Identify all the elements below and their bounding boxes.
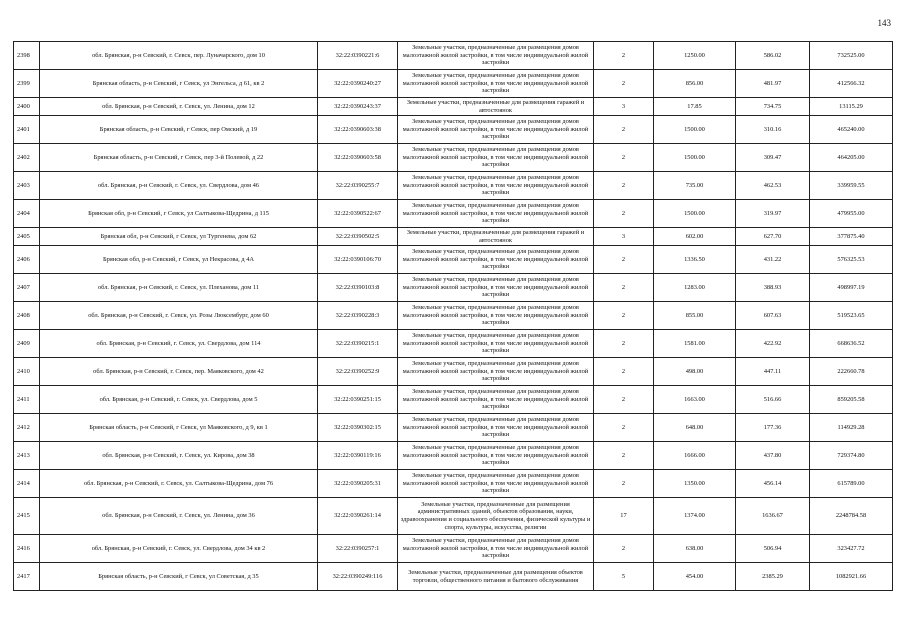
cadastral-number-cell: 32:22:0390106:70 <box>318 246 398 274</box>
cadastral-number-cell: 32:22:0390249:116 <box>318 563 398 591</box>
cadastral-number-cell: 32:22:0390522:67 <box>318 200 398 228</box>
cadastral-value-cell: 339959.55 <box>810 172 893 200</box>
cadastral-value-cell: 479955.00 <box>810 200 893 228</box>
permitted-use-cell: Земельные участки, предназначенные для размещения домов малоэтажной жилой застройки, в том числе индивидуальной жилой застройки <box>398 42 594 70</box>
cadastral-number-cell: 32:22:0390603:38 <box>318 116 398 144</box>
permitted-use-cell: Земельные участки, предназначенные для размещения домов малоэтажной жилой застройки, в том числе индивидуальной жилой застройки <box>398 330 594 358</box>
permitted-use-cell: Земельные участки, предназначенные для размещения домов малоэтажной жилой застройки, в том числе индивидуальной жилой застройки <box>398 274 594 302</box>
use-group-cell: 3 <box>594 98 654 116</box>
area-cell: 856.00 <box>654 70 736 98</box>
cadastral-number-cell: 32:22:0390257:1 <box>318 535 398 563</box>
use-group-cell: 17 <box>594 498 654 535</box>
area-cell: 735.00 <box>654 172 736 200</box>
use-group-cell: 2 <box>594 330 654 358</box>
row-number: 2406 <box>14 246 40 274</box>
area-cell: 1500.00 <box>654 200 736 228</box>
row-number: 2415 <box>14 498 40 535</box>
address-cell: Брянская область, р-н Севский, г Севск, пер Омский, д 19 <box>40 116 318 144</box>
table-row <box>14 98 893 116</box>
permitted-use-cell: Земельные участки, предназначенные для размещения административных зданий, объектов образования, науки, здравоохранения и социального обеспечения, физической культуры и спорта, культуры, искусства, религии <box>398 498 594 535</box>
row-number: 2411 <box>14 386 40 414</box>
cadastral-value-cell: 519523.65 <box>810 302 893 330</box>
row-number: 2417 <box>14 563 40 591</box>
table-row <box>14 442 893 470</box>
table-row <box>14 70 893 98</box>
table-row <box>14 246 893 274</box>
address-cell: обл. Брянская, р-н Севский, г. Севск, ул. Свердлова, дом 5 <box>40 386 318 414</box>
cadastral-value-cell: 114929.28 <box>810 414 893 442</box>
unit-value-cell: 462.53 <box>736 172 810 200</box>
table-row <box>14 470 893 498</box>
address-cell: Брянская область, р-н Севский, г Севск, ул Маяковского, д 9, кв 1 <box>40 414 318 442</box>
cadastral-number-cell: 32:22:0390502:5 <box>318 228 398 246</box>
table-row <box>14 330 893 358</box>
cadastral-value-cell: 377875.40 <box>810 228 893 246</box>
cadastral-number-cell: 32:22:0390261:14 <box>318 498 398 535</box>
permitted-use-cell: Земельные участки, предназначенные для размещения домов малоэтажной жилой застройки, в том числе индивидуальной жилой застройки <box>398 414 594 442</box>
cadastral-value-cell: 2248784.58 <box>810 498 893 535</box>
cadastral-value-cell: 615789.00 <box>810 470 893 498</box>
permitted-use-cell: Земельные участки, предназначенные для размещения домов малоэтажной жилой застройки, в том числе индивидуальной жилой застройки <box>398 172 594 200</box>
row-number: 2400 <box>14 98 40 116</box>
cadastral-value-cell: 859205.58 <box>810 386 893 414</box>
cadastral-number-cell: 32:22:0390221:6 <box>318 42 398 70</box>
cadastral-value-cell: 412566.32 <box>810 70 893 98</box>
address-cell: обл. Брянская, р-н Севский, г. Севск, ул. Розы Люксембург, дом 60 <box>40 302 318 330</box>
use-group-cell: 5 <box>594 563 654 591</box>
address-cell: обл. Брянская, р-н Севский, г. Севск, ул. Салтыкова-Щедрина, дом 76 <box>40 470 318 498</box>
unit-value-cell: 447.11 <box>736 358 810 386</box>
table-row <box>14 498 893 535</box>
cadastral-value-cell: 729374.80 <box>810 442 893 470</box>
area-cell: 1283.00 <box>654 274 736 302</box>
use-group-cell: 2 <box>594 274 654 302</box>
cadastral-number-cell: 32:22:0390603:58 <box>318 144 398 172</box>
table-row <box>14 414 893 442</box>
address-cell: обл. Брянская, р-н Севский, г. Севск, ул. Кирова, дом 38 <box>40 442 318 470</box>
row-number: 2401 <box>14 116 40 144</box>
unit-value-cell: 734.75 <box>736 98 810 116</box>
unit-value-cell: 431.22 <box>736 246 810 274</box>
cadastral-number-cell: 32:22:0390240:27 <box>318 70 398 98</box>
cadastral-number-cell: 32:22:0390215:1 <box>318 330 398 358</box>
row-number: 2402 <box>14 144 40 172</box>
address-cell: Брянская область, р-н Севский, г Севск, пер 3-й Полевой, д 22 <box>40 144 318 172</box>
use-group-cell: 2 <box>594 144 654 172</box>
area-cell: 1336.50 <box>654 246 736 274</box>
table-row <box>14 144 893 172</box>
area-cell: 648.00 <box>654 414 736 442</box>
row-number: 2410 <box>14 358 40 386</box>
area-cell: 1666.00 <box>654 442 736 470</box>
cadastral-number-cell: 32:22:0390252:9 <box>318 358 398 386</box>
table-row <box>14 563 893 591</box>
area-cell: 1374.00 <box>654 498 736 535</box>
cadastral-number-cell: 32:22:0390205:31 <box>318 470 398 498</box>
area-cell: 855.00 <box>654 302 736 330</box>
table-row <box>14 302 893 330</box>
permitted-use-cell: Земельные участки, предназначенные для размещения домов малоэтажной жилой застройки, в том числе индивидуальной жилой застройки <box>398 144 594 172</box>
use-group-cell: 2 <box>594 386 654 414</box>
permitted-use-cell: Земельные участки, предназначенные для размещения гаражей и автостоянок <box>398 228 594 246</box>
row-number: 2399 <box>14 70 40 98</box>
row-number: 2404 <box>14 200 40 228</box>
use-group-cell: 3 <box>594 228 654 246</box>
address-cell: обл. Брянская, р-н Севский, г. Севск, ул. Ленина, дом 36 <box>40 498 318 535</box>
area-cell: 1350.00 <box>654 470 736 498</box>
unit-value-cell: 309.47 <box>736 144 810 172</box>
table-row <box>14 172 893 200</box>
area-cell: 1500.00 <box>654 144 736 172</box>
unit-value-cell: 437.80 <box>736 442 810 470</box>
permitted-use-cell: Земельные участки, предназначенные для размещения объектов торговли, общественного питания и бытового обслуживания <box>398 563 594 591</box>
row-number: 2405 <box>14 228 40 246</box>
area-cell: 638.00 <box>654 535 736 563</box>
use-group-cell: 2 <box>594 302 654 330</box>
cadastral-value-cell: 222660.78 <box>810 358 893 386</box>
address-cell: обл. Брянская, р-н Севский, г. Севск, пер. Маяковского, дом 42 <box>40 358 318 386</box>
permitted-use-cell: Земельные участки, предназначенные для размещения домов малоэтажной жилой застройки, в том числе индивидуальной жилой застройки <box>398 470 594 498</box>
address-cell: Брянская область, р-н Севский, г Севск, ул Советская, д 35 <box>40 563 318 591</box>
cadastral-number-cell: 32:22:0390251:15 <box>318 386 398 414</box>
unit-value-cell: 586.02 <box>736 42 810 70</box>
cadastral-value-cell: 576325.53 <box>810 246 893 274</box>
permitted-use-cell: Земельные участки, предназначенные для размещения домов малоэтажной жилой застройки, в том числе индивидуальной жилой застройки <box>398 386 594 414</box>
table-row <box>14 274 893 302</box>
address-cell: Брянская обл, р-н Севский, г Севск, ул Некрасова, д 4А <box>40 246 318 274</box>
use-group-cell: 2 <box>594 414 654 442</box>
permitted-use-cell: Земельные участки, предназначенные для размещения домов малоэтажной жилой застройки, в том числе индивидуальной жилой застройки <box>398 116 594 144</box>
table-row <box>14 358 893 386</box>
unit-value-cell: 516.66 <box>736 386 810 414</box>
cadastral-value-cell: 498997.19 <box>810 274 893 302</box>
table-row <box>14 200 893 228</box>
unit-value-cell: 2385.29 <box>736 563 810 591</box>
row-number: 2412 <box>14 414 40 442</box>
permitted-use-cell: Земельные участки, предназначенные для размещения гаражей и автостоянок <box>398 98 594 116</box>
cadastral-number-cell: 32:22:0390119:16 <box>318 442 398 470</box>
use-group-cell: 2 <box>594 470 654 498</box>
use-group-cell: 2 <box>594 42 654 70</box>
permitted-use-cell: Земельные участки, предназначенные для размещения домов малоэтажной жилой застройки, в том числе индивидуальной жилой застройки <box>398 358 594 386</box>
use-group-cell: 2 <box>594 172 654 200</box>
cadastral-value-cell: 732525.00 <box>810 42 893 70</box>
cadastral-value-cell: 1082921.66 <box>810 563 893 591</box>
address-cell: Брянская обл, р-н Севский, г Севск, ул Салтыкова-Щедрина, д 115 <box>40 200 318 228</box>
area-cell: 1663.00 <box>654 386 736 414</box>
unit-value-cell: 607.63 <box>736 302 810 330</box>
cadastral-value-cell: 323427.72 <box>810 535 893 563</box>
use-group-cell: 2 <box>594 70 654 98</box>
table-row <box>14 535 893 563</box>
area-cell: 1250.00 <box>654 42 736 70</box>
unit-value-cell: 310.16 <box>736 116 810 144</box>
area-cell: 454.00 <box>654 563 736 591</box>
page-number: 143 <box>877 18 891 28</box>
row-number: 2413 <box>14 442 40 470</box>
cadastral-value-cell: 464205.00 <box>810 144 893 172</box>
table-row <box>14 116 893 144</box>
cadastral-number-cell: 32:22:0390103:8 <box>318 274 398 302</box>
cadastral-number-cell: 32:22:0390243:37 <box>318 98 398 116</box>
area-cell: 498.00 <box>654 358 736 386</box>
address-cell: Брянская область, р-н Севский, г Севск, ул Энгельса, д 61, кв 2 <box>40 70 318 98</box>
row-number: 2414 <box>14 470 40 498</box>
permitted-use-cell: Земельные участки, предназначенные для размещения домов малоэтажной жилой застройки, в том числе индивидуальной жилой застройки <box>398 246 594 274</box>
cadastral-value-cell: 465240.00 <box>810 116 893 144</box>
area-cell: 1581.00 <box>654 330 736 358</box>
address-cell: обл. Брянская, р-н Севский, г. Севск, ул. Свердлова, дом 46 <box>40 172 318 200</box>
permitted-use-cell: Земельные участки, предназначенные для размещения домов малоэтажной жилой застройки, в том числе индивидуальной жилой застройки <box>398 70 594 98</box>
land-registry-table <box>13 41 893 591</box>
address-cell: обл. Брянская, р-н Севский, г. Севск, пер. Луначарского, дом 10 <box>40 42 318 70</box>
unit-value-cell: 627.70 <box>736 228 810 246</box>
permitted-use-cell: Земельные участки, предназначенные для размещения домов малоэтажной жилой застройки, в том числе индивидуальной жилой застройки <box>398 442 594 470</box>
table-row <box>14 386 893 414</box>
permitted-use-cell: Земельные участки, предназначенные для размещения домов малоэтажной жилой застройки, в том числе индивидуальной жилой застройки <box>398 200 594 228</box>
use-group-cell: 2 <box>594 116 654 144</box>
cadastral-number-cell: 32:22:0390255:7 <box>318 172 398 200</box>
area-cell: 17.85 <box>654 98 736 116</box>
cadastral-number-cell: 32:22:0390302:15 <box>318 414 398 442</box>
address-cell: обл. Брянская, р-н Севский, г. Севск, ул. Ленина, дом 12 <box>40 98 318 116</box>
use-group-cell: 2 <box>594 200 654 228</box>
cadastral-value-cell: 13115.29 <box>810 98 893 116</box>
unit-value-cell: 388.93 <box>736 274 810 302</box>
unit-value-cell: 456.14 <box>736 470 810 498</box>
address-cell: обл. Брянская, р-н Севский, г. Севск, ул. Свердлова, дом 34 кв 2 <box>40 535 318 563</box>
use-group-cell: 2 <box>594 535 654 563</box>
unit-value-cell: 177.36 <box>736 414 810 442</box>
address-cell: Брянская обл, р-н Севский, г Севск, ул Тургенева, дом 62 <box>40 228 318 246</box>
unit-value-cell: 481.97 <box>736 70 810 98</box>
row-number: 2408 <box>14 302 40 330</box>
unit-value-cell: 506.94 <box>736 535 810 563</box>
row-number: 2407 <box>14 274 40 302</box>
use-group-cell: 2 <box>594 246 654 274</box>
table-row <box>14 228 893 246</box>
unit-value-cell: 319.97 <box>736 200 810 228</box>
row-number: 2403 <box>14 172 40 200</box>
address-cell: обл. Брянская, р-н Севский, г. Севск, ул. Плеханова, дом 11 <box>40 274 318 302</box>
address-cell: обл. Брянская, р-н Севский, г. Севск, ул. Свердлова, дом 114 <box>40 330 318 358</box>
row-number: 2409 <box>14 330 40 358</box>
cadastral-number-cell: 32:22:0390228:3 <box>318 302 398 330</box>
row-number: 2416 <box>14 535 40 563</box>
table-row <box>14 42 893 70</box>
unit-value-cell: 422.92 <box>736 330 810 358</box>
permitted-use-cell: Земельные участки, предназначенные для размещения домов малоэтажной жилой застройки, в том числе индивидуальной жилой застройки <box>398 535 594 563</box>
cadastral-value-cell: 668636.52 <box>810 330 893 358</box>
use-group-cell: 2 <box>594 442 654 470</box>
use-group-cell: 2 <box>594 358 654 386</box>
area-cell: 602.00 <box>654 228 736 246</box>
permitted-use-cell: Земельные участки, предназначенные для размещения домов малоэтажной жилой застройки, в том числе индивидуальной жилой застройки <box>398 302 594 330</box>
unit-value-cell: 1636.67 <box>736 498 810 535</box>
area-cell: 1500.00 <box>654 116 736 144</box>
row-number: 2398 <box>14 42 40 70</box>
